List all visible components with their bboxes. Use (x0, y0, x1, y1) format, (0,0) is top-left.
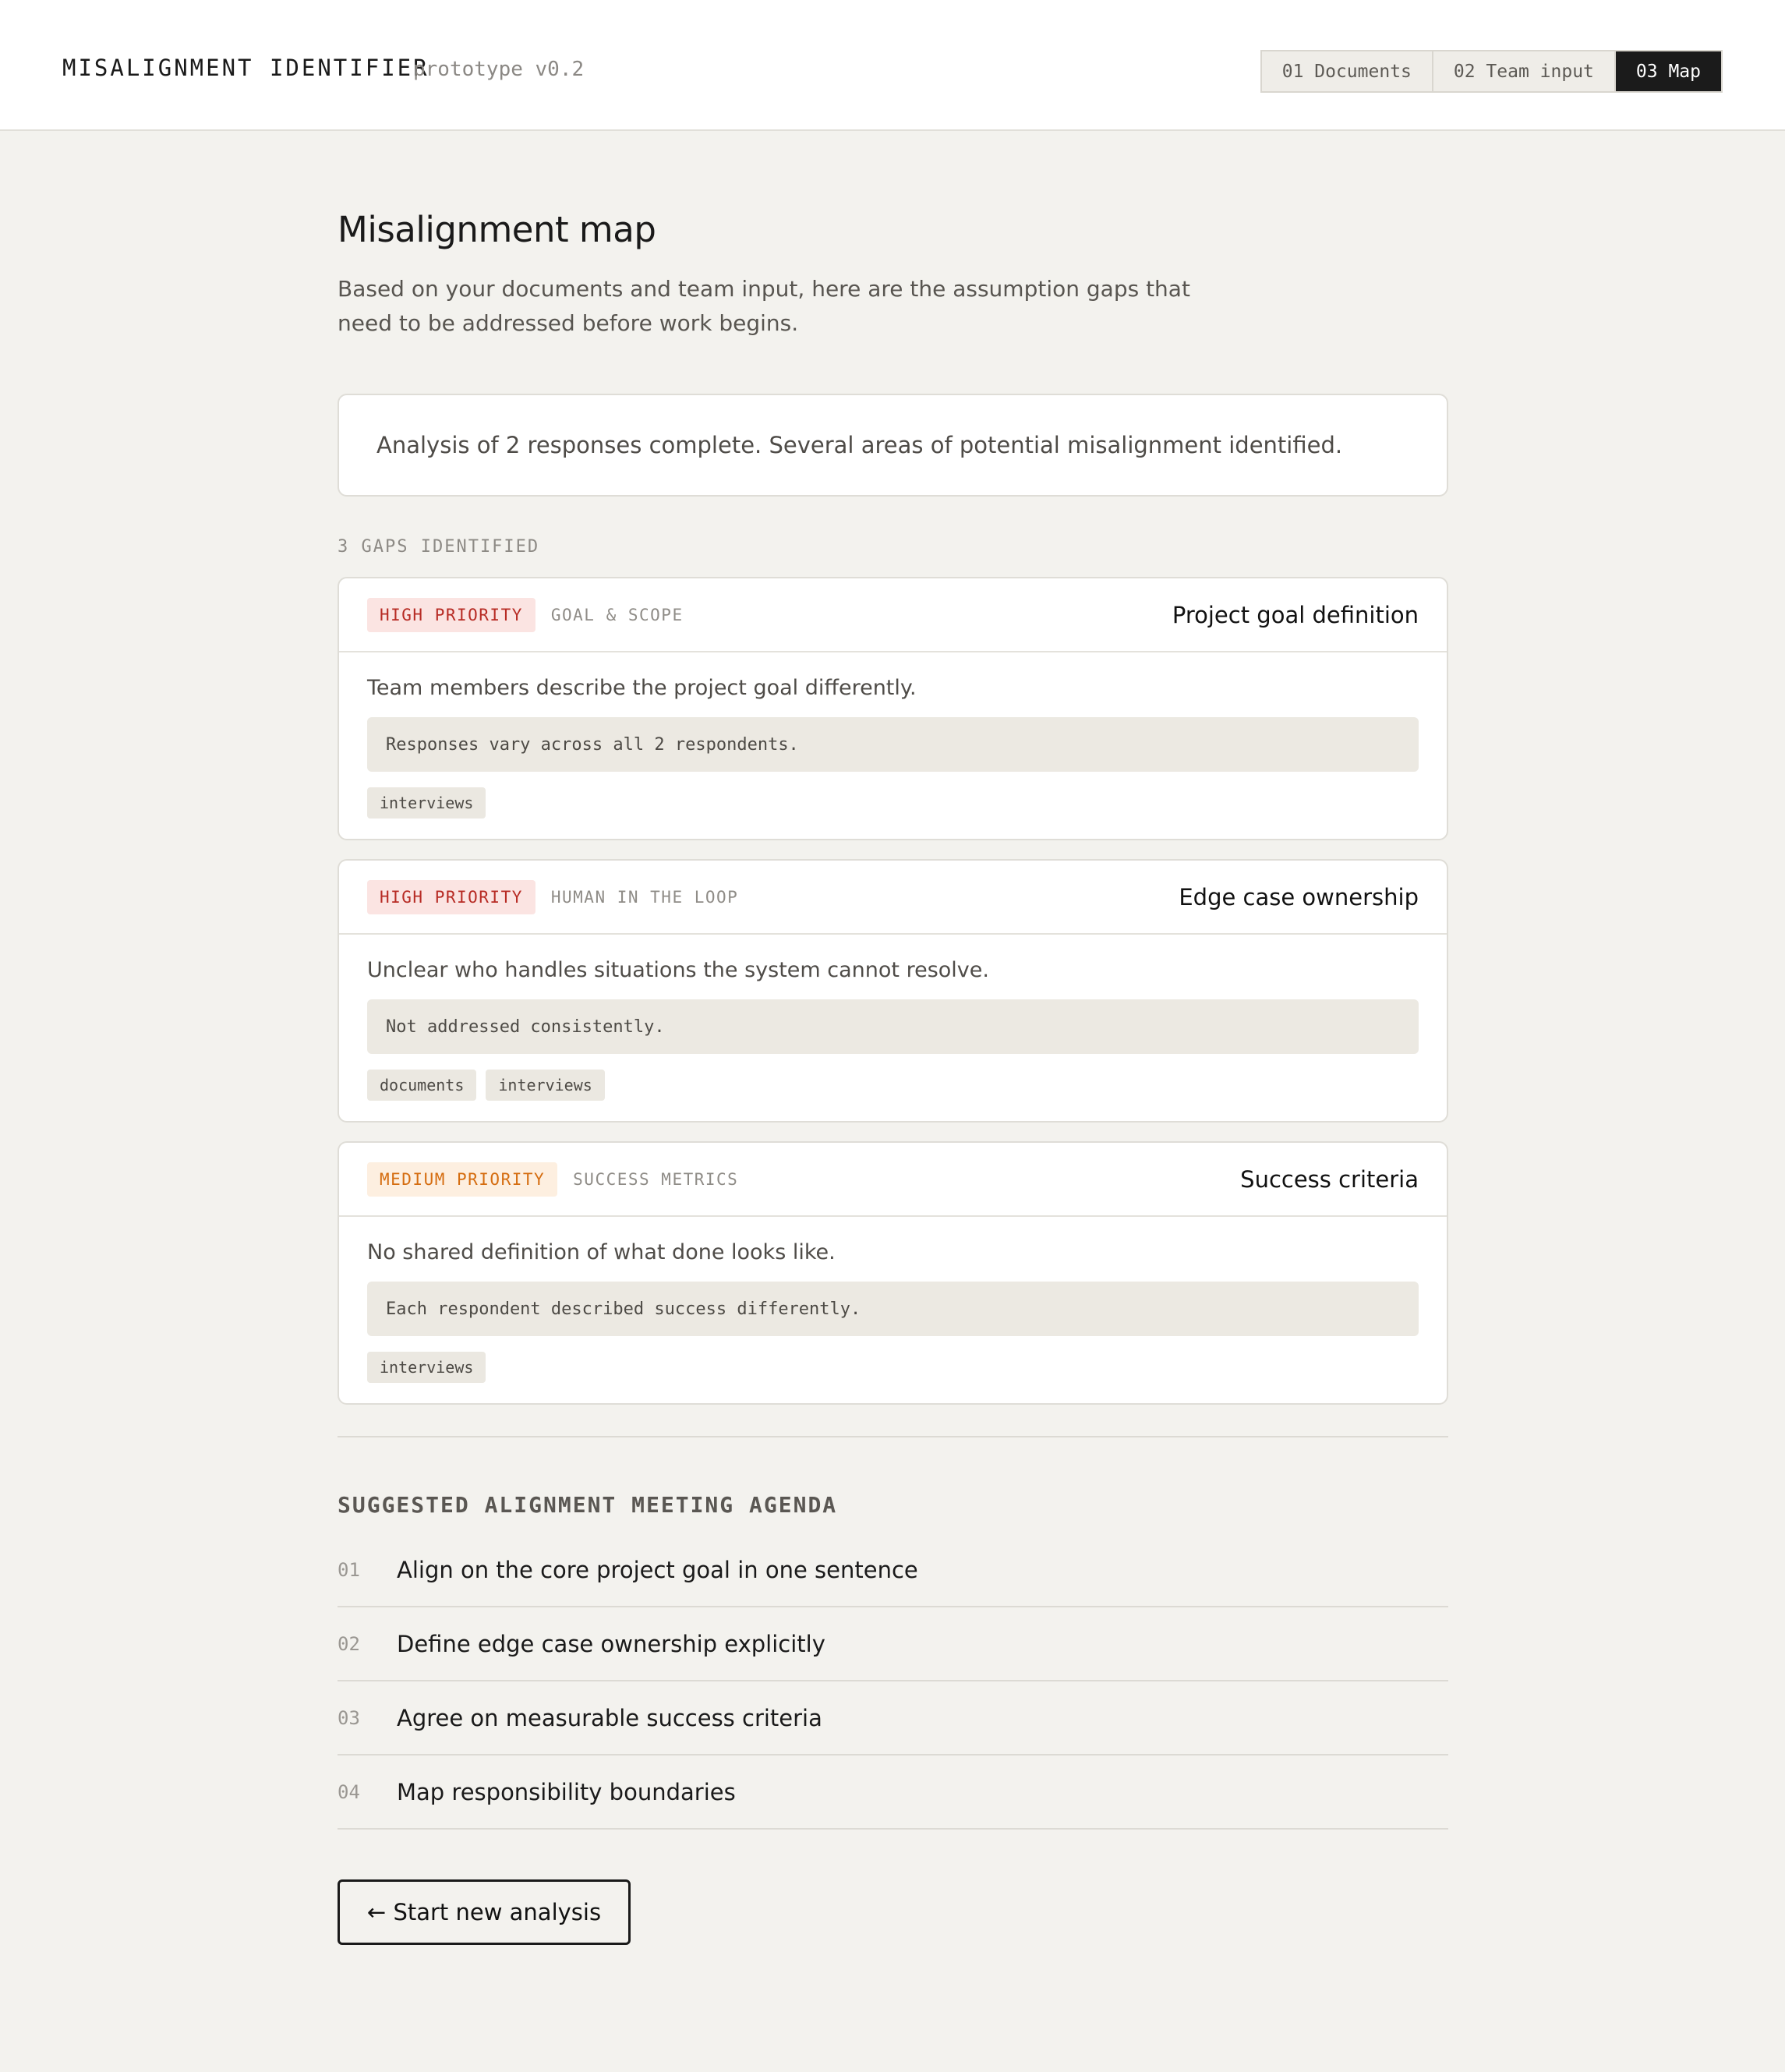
gap-evidence: Responses vary across all 2 respondents. (367, 717, 1419, 772)
page-intro: Based on your documents and team input, here are the assumption gaps that need to be addressed before work begins. (338, 276, 1190, 336)
gap-evidence: Each respondent described success differently. (367, 1282, 1419, 1336)
agenda-item (338, 1681, 1448, 1756)
step-team-input[interactable]: 02 Team input (1433, 51, 1616, 91)
gap-sources (367, 1352, 1419, 1383)
gaps-count-label: 3 GAPS IDENTIFIED (338, 537, 540, 557)
agenda-number: 04 (338, 1780, 360, 1803)
agenda-number: 02 (338, 1632, 360, 1655)
step-documents[interactable]: 01 Documents (1262, 51, 1433, 91)
gap-card-body (339, 935, 1447, 1121)
step-map[interactable]: 03 Map (1616, 51, 1721, 91)
app-title: MISALIGNMENT IDENTIFIER (62, 55, 429, 81)
summary-text: Analysis of 2 responses complete. Several areas of potential misalignment identified. (376, 432, 1343, 458)
gap-card (338, 859, 1448, 1123)
app-version: prototype v0.2 (413, 58, 585, 81)
agenda-item (338, 1756, 1448, 1830)
source-tag: interviews (367, 787, 486, 819)
gap-category: HUMAN IN THE LOOP (550, 887, 739, 907)
priority-badge: HIGH PRIORITY (367, 598, 536, 632)
top-bar (0, 0, 1785, 131)
gap-category: SUCCESS METRICS (573, 1169, 739, 1189)
gap-title: Success criteria (1240, 1165, 1419, 1193)
gap-card-header (339, 578, 1447, 652)
gap-sources (367, 787, 1419, 819)
agenda-item (338, 1607, 1448, 1681)
page-title: Misalignment map (338, 209, 656, 250)
source-tag: interviews (486, 1070, 604, 1101)
gap-list (338, 577, 1448, 1405)
gap-title: Edge case ownership (1179, 883, 1419, 910)
priority-badge: MEDIUM PRIORITY (367, 1162, 557, 1197)
section-divider (338, 1436, 1448, 1437)
gap-description: Team members describe the project goal differently. (367, 676, 917, 700)
main-content (338, 209, 1448, 1945)
gap-sources (367, 1070, 1419, 1101)
gap-card (338, 1141, 1448, 1405)
gap-title: Project goal definition (1172, 601, 1419, 628)
agenda-text: Map responsibility boundaries (397, 1778, 736, 1805)
gap-card-body (339, 1217, 1447, 1403)
priority-badge: HIGH PRIORITY (367, 880, 536, 914)
agenda-number: 03 (338, 1706, 360, 1729)
gap-card-header (339, 1143, 1447, 1217)
agenda-list (338, 1533, 1448, 1830)
agenda-text: Define edge case ownership explicitly (397, 1630, 825, 1657)
source-tag: interviews (367, 1352, 486, 1383)
gap-description: No shared definition of what done looks like. (367, 1240, 836, 1264)
gap-card-header (339, 861, 1447, 935)
start-new-analysis-button[interactable]: ← Start new analysis (338, 1879, 631, 1945)
gap-evidence: Not addressed consistently. (367, 999, 1419, 1054)
gap-card-body (339, 652, 1447, 839)
analysis-summary (338, 394, 1448, 497)
agenda-item (338, 1533, 1448, 1607)
source-tag: documents (367, 1070, 476, 1101)
agenda-text: Align on the core project goal in one sentence (397, 1556, 918, 1583)
agenda-text: Agree on measurable success criteria (397, 1704, 822, 1731)
gap-description: Unclear who handles situations the system cannot resolve. (367, 958, 989, 982)
agenda-title: SUGGESTED ALIGNMENT MEETING AGENDA (338, 1492, 838, 1518)
gap-category: GOAL & SCOPE (550, 605, 684, 624)
step-nav (1260, 50, 1723, 93)
gap-card (338, 577, 1448, 840)
agenda-number: 01 (338, 1558, 360, 1581)
